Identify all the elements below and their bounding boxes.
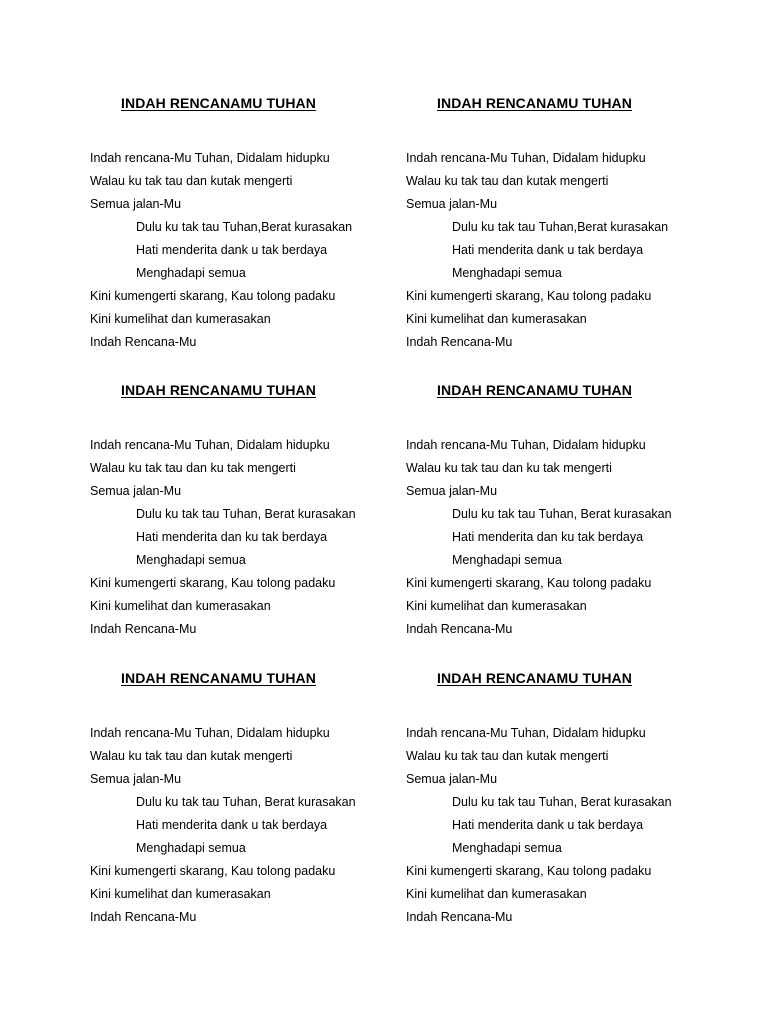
lyric-line: Hati menderita dank u tak berdaya	[452, 243, 644, 257]
lyric-line: Indah rencana-Mu Tuhan, Didalam hidupku	[406, 726, 646, 740]
lyric-line: Indah rencana-Mu Tuhan, Didalam hidupku	[90, 726, 330, 740]
lyric-line: Menghadapi semua	[452, 553, 562, 567]
lyric-line: Walau ku tak tau dan kutak mengerti	[90, 749, 293, 763]
lyric-line: Indah rencana-Mu Tuhan, Didalam hidupku	[406, 151, 646, 165]
lyric-lines	[90, 437, 356, 644]
lyric-line: Dulu ku tak tau Tuhan, Berat kurasakan	[452, 795, 672, 809]
lyric-line: Walau ku tak tau dan kutak mengerti	[406, 749, 609, 763]
lyric-line: Indah Rencana-Mu	[406, 910, 513, 924]
lyric-line: Menghadapi semua	[452, 841, 562, 855]
lyric-line: Semua jalan-Mu	[90, 772, 182, 786]
lyric-line: Indah Rencana-Mu	[90, 622, 197, 636]
lyric-line: Hati menderita dank u tak berdaya	[452, 818, 644, 832]
lyric-line: Kini kumengerti skarang, Kau tolong padaku	[406, 576, 652, 590]
lyric-line: Kini kumengerti skarang, Kau tolong padaku	[90, 576, 336, 590]
lyric-line: Kini kumelihat dan kumerasakan	[90, 887, 271, 901]
lyric-line: Kini kumelihat dan kumerasakan	[406, 312, 587, 326]
lyric-line: Indah Rencana-Mu	[406, 335, 513, 349]
lyric-lines	[90, 150, 352, 357]
song-title: INDAH RENCANAMU TUHAN	[437, 95, 632, 111]
lyric-line: Walau ku tak tau dan ku tak mengerti	[90, 461, 296, 475]
lyric-line: Dulu ku tak tau Tuhan, Berat kurasakan	[136, 507, 356, 521]
lyric-line: Indah rencana-Mu Tuhan, Didalam hidupku	[406, 438, 646, 452]
lyric-line: Semua jalan-Mu	[90, 484, 182, 498]
lyric-line: Indah rencana-Mu Tuhan, Didalam hidupku	[90, 151, 330, 165]
lyric-line: Walau ku tak tau dan kutak mengerti	[90, 174, 293, 188]
lyric-line: Menghadapi semua	[136, 553, 246, 567]
lyric-line: Dulu ku tak tau Tuhan,Berat kurasakan	[452, 220, 669, 234]
lyric-line: Kini kumelihat dan kumerasakan	[406, 599, 587, 613]
lyric-line: Kini kumelihat dan kumerasakan	[90, 599, 271, 613]
lyric-line: Semua jalan-Mu	[406, 197, 498, 211]
lyric-line: Kini kumelihat dan kumerasakan	[406, 887, 587, 901]
lyric-line: Indah Rencana-Mu	[90, 910, 197, 924]
song-title: INDAH RENCANAMU TUHAN	[437, 670, 632, 686]
lyric-line: Kini kumelihat dan kumerasakan	[90, 312, 271, 326]
lyric-line: Kini kumengerti skarang, Kau tolong padaku	[90, 289, 336, 303]
lyric-line: Menghadapi semua	[452, 266, 562, 280]
lyric-line: Kini kumengerti skarang, Kau tolong padaku	[90, 864, 336, 878]
lyric-line: Hati menderita dank u tak berdaya	[136, 818, 328, 832]
lyric-line: Indah rencana-Mu Tuhan, Didalam hidupku	[90, 438, 330, 452]
lyric-line: Kini kumengerti skarang, Kau tolong padaku	[406, 864, 652, 878]
lyric-line: Kini kumengerti skarang, Kau tolong padaku	[406, 289, 652, 303]
lyric-line: Semua jalan-Mu	[90, 197, 182, 211]
lyric-line: Menghadapi semua	[136, 266, 246, 280]
lyric-line: Walau ku tak tau dan ku tak mengerti	[406, 461, 612, 475]
lyric-line: Hati menderita dank u tak berdaya	[136, 243, 328, 257]
lyric-line: Indah Rencana-Mu	[406, 622, 513, 636]
lyric-line: Semua jalan-Mu	[406, 772, 498, 786]
lyric-line: Walau ku tak tau dan kutak mengerti	[406, 174, 609, 188]
lyric-line: Semua jalan-Mu	[406, 484, 498, 498]
song-title: INDAH RENCANAMU TUHAN	[121, 382, 316, 398]
lyric-line: Dulu ku tak tau Tuhan, Berat kurasakan	[136, 795, 356, 809]
lyric-line: Hati menderita dan ku tak berdaya	[452, 530, 644, 544]
lyric-lines	[406, 437, 672, 644]
lyric-line: Menghadapi semua	[136, 841, 246, 855]
lyric-lines	[90, 725, 356, 932]
lyric-lines	[406, 725, 672, 932]
song-title: INDAH RENCANAMU TUHAN	[121, 95, 316, 111]
song-title: INDAH RENCANAMU TUHAN	[121, 670, 316, 686]
lyric-line: Dulu ku tak tau Tuhan,Berat kurasakan	[136, 220, 353, 234]
lyric-line: Indah Rencana-Mu	[90, 335, 197, 349]
lyric-line: Hati menderita dan ku tak berdaya	[136, 530, 328, 544]
lyric-line: Dulu ku tak tau Tuhan, Berat kurasakan	[452, 507, 672, 521]
lyric-lines	[406, 150, 668, 357]
song-title: INDAH RENCANAMU TUHAN	[437, 382, 632, 398]
